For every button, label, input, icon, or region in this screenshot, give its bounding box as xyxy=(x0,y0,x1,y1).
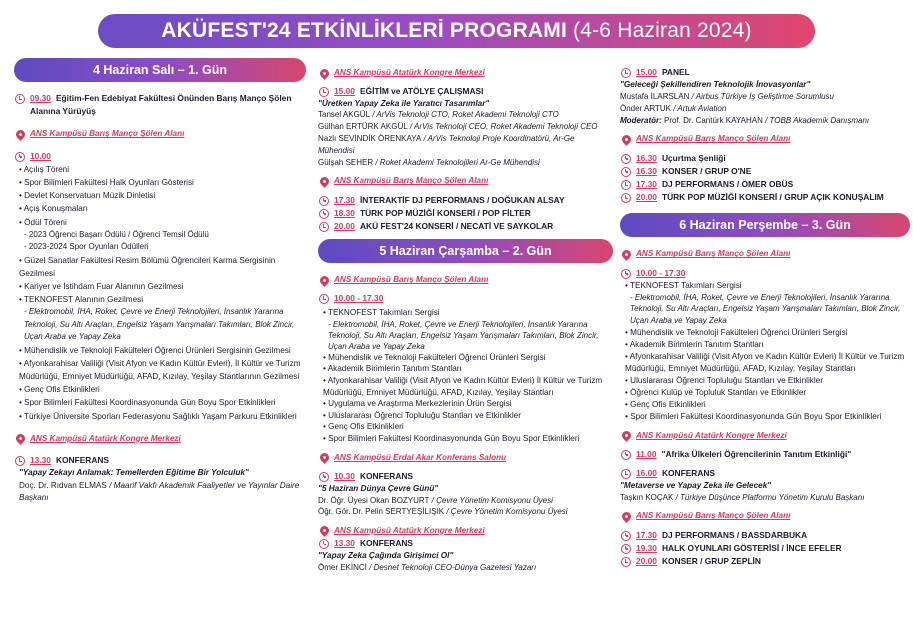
event-opening xyxy=(14,150,306,163)
list-item: • Öğrenci Kulüp ve Topluluk Stantları ve Etkinlikler xyxy=(625,387,910,399)
opening-list-3 xyxy=(14,344,306,423)
event-title: EĞİTİM ve ATÖLYE ÇALIŞMASI xyxy=(359,86,484,97)
clock-icon xyxy=(621,193,631,203)
event-title: KONSER / GRUP O'NE xyxy=(661,165,752,176)
event-title: İNTERAKTİF DJ PERFORMANS / DOĞUKAN ALSAY xyxy=(359,194,565,205)
list-item: • Genç Ofis Etkinlikleri xyxy=(625,399,910,411)
location xyxy=(14,127,306,140)
speaker xyxy=(620,492,910,504)
location xyxy=(620,132,910,145)
location xyxy=(620,429,910,442)
location-pin-icon xyxy=(14,128,27,141)
person-name: Tansel AKGÜL xyxy=(318,110,371,120)
event-subtitle: "Geleceği Şekillendiren Teknolojik İnovasyonlar" xyxy=(620,80,811,90)
person xyxy=(318,157,613,169)
event-time: 17.30 xyxy=(636,529,657,540)
clock-icon xyxy=(15,152,25,162)
location xyxy=(318,524,613,537)
person xyxy=(318,495,613,507)
location-name: ANS Kampüsü Atatürk Kongre Merkezi xyxy=(334,68,485,77)
clock-icon xyxy=(621,167,631,177)
event-evening xyxy=(620,152,910,165)
location-name: ANS Kampüsü Barış Manço Şölen Alanı xyxy=(636,249,791,259)
event-evening xyxy=(318,207,613,220)
event-title: HALK OYUNLARI GÖSTERİSİ / İNCE EFELER xyxy=(661,542,842,553)
list-item: • TEKNOFEST Takımları Sergisi xyxy=(323,306,613,319)
clock-icon xyxy=(15,94,25,104)
person-name: Gülşah SEHER xyxy=(318,157,374,167)
person-role: / Roket Akademi Teknolojileri Ar-Ge Mühendisi xyxy=(373,157,540,167)
person xyxy=(318,121,613,133)
location-name: ANS Kampüsü Barış Manço Şölen Alanı xyxy=(334,176,489,186)
day1-header: 4 Haziran Salı – 1. Gün xyxy=(14,58,306,82)
clock-icon xyxy=(621,154,631,164)
speaker-role: / Türkiye Düşünce Platformu Yönetim Kurulu Başkanı xyxy=(673,492,865,502)
event-time: 13.30 xyxy=(334,537,355,548)
list-item: • Türkiye Üniversite Sporları Federasyonu Sağlıklı Yaşam Parkuru Etkinlikleri xyxy=(19,410,306,423)
location-pin-icon xyxy=(318,524,331,537)
location xyxy=(14,432,306,445)
people-list xyxy=(318,109,613,168)
person-name: Gülhan ERTÜRK AKGÜL xyxy=(318,122,408,132)
event-panel xyxy=(620,66,910,79)
list-item: - Elektromobil, İHA, Roket, Çevre ve Enerji Teknolojileri, İnsanlık Yararına Teknoloji, Su Altı Araçları, Engelsiz Yaşam Yarışmaları Takımları, Blok Zincir, Uçan Araba ve Yapay Zeka xyxy=(630,292,910,327)
tech-list xyxy=(620,292,910,327)
location-name: ANS Kampüsü Barış Manço Şölen Alanı xyxy=(636,134,791,144)
list-item: • Akademik Birimlerin Tanıtım Stantları xyxy=(323,363,613,375)
event-title: Eğitim-Fen Edebiyat Fakültesi Önünden Barış Manço Şölen Alanına Yürüyüş xyxy=(30,93,292,117)
location xyxy=(318,66,613,79)
event-time: 20.00 xyxy=(334,221,355,231)
event-time: 10.00 xyxy=(30,150,51,161)
clock-icon xyxy=(319,294,329,304)
person xyxy=(318,506,613,518)
event-title: TÜRK POP MÜZİĞİ KONSERİ / POP FİLTER xyxy=(359,207,531,218)
event-title: AKÜ FEST'24 KONSERİ / NECATİ VE SAYKOLAR xyxy=(359,221,554,231)
location-name: ANS Kampüsü Erdal Akar Konferans Salonu xyxy=(334,452,507,462)
event-subtitle: "5 Haziran Dünya Çevre Günü" xyxy=(318,483,439,493)
people-list xyxy=(318,495,613,518)
list-item: • Genç Ofis Etkinlikleri xyxy=(323,421,613,433)
person xyxy=(318,109,613,121)
event-evening xyxy=(620,165,910,178)
event-title: PANEL xyxy=(661,67,690,77)
location-pin-icon xyxy=(620,510,633,523)
event-title: KONFERANS xyxy=(359,470,414,481)
event-time: 18.30 xyxy=(334,207,355,218)
column-1 xyxy=(14,58,306,505)
list-item: • Mühendislik ve Teknoloji Fakülteleri Öğrenci Ürünleri Sergisinin Gezilmesi xyxy=(19,344,306,357)
event-subtitle: "Yapay Zeka Çağında Girişimci Ol" xyxy=(318,551,454,561)
moderator xyxy=(620,115,910,127)
clock-icon xyxy=(621,68,631,78)
event-conference xyxy=(620,467,910,480)
moderator-label: Moderatör: xyxy=(620,115,662,125)
clock-icon xyxy=(319,222,329,232)
list-item: • Mühendislik ve Teknoloji Fakülteleri Öğrenci Ürünleri Sergisi xyxy=(323,352,613,364)
list-item: • Genç Ofis Etkinlikleri xyxy=(19,383,306,396)
person-role: / Çevre Yönetim Komisyonu Üyesi xyxy=(444,507,568,517)
tech-list xyxy=(318,319,613,352)
opening-list-2 xyxy=(14,254,306,307)
event-africa xyxy=(620,448,910,461)
event-evening xyxy=(620,542,910,555)
location-pin-icon xyxy=(318,274,331,287)
opening-list xyxy=(14,163,306,229)
list-item: • Afyonkarahisar Valiliği (Visit Afyon ve Kadın Kültür Evleri) İl Kültür ve Turizm Müdürlüğü, Emniyet Müdürlüğü, AFAD, Kızılay, Yeşilay Stantları xyxy=(625,351,910,375)
list-item: • Afyonkarahisar Valiliği (Visit Afyon ve Kadın Kültür Evleri) İl Kültür ve Turizm Müdürlüğü, Emniyet Müdürlüğü, AFAD, Kızılay, Yeşilay Stantları xyxy=(323,375,613,398)
title-dates: (4-6 Haziran 2024) xyxy=(573,19,752,42)
event-time: 20.00 xyxy=(636,192,657,203)
location-name: ANS Kampüsü Barış Manço Şölen Alanı xyxy=(30,129,185,139)
title-banner xyxy=(98,14,815,48)
list-item: • Spor Bilimleri Fakültesi Koordinasyonunda Gün Boyu Spor Etkinlikleri xyxy=(323,433,613,445)
person-name: Dr. Öğr. Üyesi Okan BOZYURT xyxy=(318,495,430,505)
moderator-role: / TOBB Akademik Danışmanı xyxy=(762,115,870,125)
event-workshop xyxy=(318,85,613,98)
event-exhibition xyxy=(620,267,910,280)
event-evening xyxy=(318,194,613,207)
list-item: • Spor Bilimleri Fakültesi Halk Oyunları Gösterisi xyxy=(19,176,306,189)
event-time: 15.00 xyxy=(636,67,657,77)
person xyxy=(620,91,910,103)
event-time: 10.00 - 17.30 xyxy=(636,267,686,278)
list-item: • Güzel Sanatlar Fakültesi Resim Bölümü Öğrencileri Karma Sergisinin Gezilmesi xyxy=(19,254,306,280)
clock-icon xyxy=(621,544,631,554)
event-evening xyxy=(318,220,613,233)
day2-header: 5 Haziran Çarşamba – 2. Gün xyxy=(318,239,613,263)
event-time: 10.00 - 17.30 xyxy=(334,293,384,304)
speaker-name: Doç. Dr. Rıdvan ELMAS xyxy=(19,480,107,490)
title-main: AKÜFEST'24 ETKİNLİKLERİ PROGRAMI xyxy=(161,19,568,42)
clock-icon xyxy=(319,196,329,206)
list-item: - Elektromobil, İHA, Roket, Çevre ve Enerji Teknolojileri, İnsanlık Yararına Teknoloji, Su Altı Araçları, Engelsiz Yaşam Yarışmaları Takımları, Blok Zincir, Uçan Araba ve Yapay Zeka xyxy=(328,319,613,352)
location-pin-icon xyxy=(620,248,633,261)
exhibit-list xyxy=(318,306,613,319)
person-name: Öğr. Gör. Dr. Pelin SERTYEŞİLIŞIK xyxy=(318,507,445,517)
speaker-name: Ömer EKİNCİ xyxy=(318,562,367,572)
event-title: KONFERANS xyxy=(661,468,716,478)
event-time: 10.30 xyxy=(334,470,355,481)
clock-icon xyxy=(319,87,329,97)
list-item: • Uygulama ve Araştırma Merkezlerinin Ürün Sergisi xyxy=(323,398,613,410)
location-pin-icon xyxy=(318,451,331,464)
list-item: • Uluslararası Öğrenci Topluluğu Stantları ve Etkinlikler xyxy=(323,410,613,422)
clock-icon xyxy=(319,472,329,482)
event-subtitle: "Yapay Zekayı Anlamak: Temellerden Eğitime Bir Yolculuk" xyxy=(19,468,249,478)
location-pin-icon xyxy=(318,67,331,80)
speaker-role: / Desnet Teknoloji CEO-Dünya Gazetesi Yazarı xyxy=(366,562,537,572)
location-pin-icon xyxy=(14,433,27,446)
person-role: / Artuk Aviation xyxy=(670,103,727,113)
awards-list xyxy=(14,229,306,254)
event-subtitle: "Üretken Yapay Zeka ile Yaratıcı Tasarımlar" xyxy=(318,99,490,109)
event-exhibition xyxy=(318,292,613,305)
location xyxy=(620,509,910,522)
clock-icon xyxy=(621,531,631,541)
column-3 xyxy=(620,66,910,568)
list-item: • TEKNOFEST Alanının Gezilmesi xyxy=(19,293,306,306)
person-role: / ArVis Teknoloji CEO, Roket Akademi Teknoloji CEO xyxy=(407,122,598,132)
person xyxy=(620,103,910,115)
clock-icon xyxy=(621,180,631,190)
person-name: Nazlı SEVİNDİK ÖRENKAYA xyxy=(318,134,422,143)
event-conference xyxy=(14,454,306,467)
event-conference xyxy=(318,537,613,550)
event-time: 19.30 xyxy=(636,542,657,553)
list-item: • Mühendislik ve Teknoloji Fakülteleri Öğrenci Ürünleri Sergisi xyxy=(625,327,910,339)
event-conference xyxy=(318,470,613,483)
event-title: "Afrika Ülkeleri Öğrencilerinin Tanıtım Etkinliği" xyxy=(661,448,852,459)
event-title: KONFERANS xyxy=(359,537,414,548)
event-time: 16.30 xyxy=(636,165,657,176)
event-evening xyxy=(620,178,910,191)
person-name: Önder ARTUK xyxy=(620,103,671,113)
moderator-name: Prof. Dr. Cantürk KAYAHAN xyxy=(661,115,763,125)
day3-header: 6 Haziran Perşembe – 3. Gün xyxy=(620,213,910,237)
event-time: 16.00 xyxy=(636,468,657,478)
list-item: • Afyonkarahisar Valiliği (Visit Afyon ve Kadın Kültür Evleri), İl Kültür ve Turizm Müdürlüğü, Emniyet Müdürlüğü, AFAD, Kızılay, Yeşilay Stantlarının Gezilmesi xyxy=(19,357,306,383)
clock-icon xyxy=(319,209,329,219)
exhibit-list-2 xyxy=(318,352,613,445)
event-time: 13.30 xyxy=(30,455,51,466)
clock-icon xyxy=(621,469,631,479)
clock-icon xyxy=(621,450,631,460)
list-item: • Ödül Töreni xyxy=(19,216,306,229)
event-time: 15.00 xyxy=(334,86,355,97)
event-time: 17.30 xyxy=(334,194,355,205)
event-walk xyxy=(14,92,306,118)
location xyxy=(318,451,613,464)
event-evening xyxy=(620,191,910,204)
location-pin-icon xyxy=(620,429,633,442)
event-time: 16.30 xyxy=(636,152,657,163)
list-item: • Uluslararası Öğrenci Topluluğu Stantları ve Etkinlikler xyxy=(625,375,910,387)
list-item: • Spor Bilimleri Fakültesi Koordinasyonunda Gün Boyu Spor Etkinlikleri xyxy=(625,411,910,423)
event-evening xyxy=(620,529,910,542)
event-title: DJ PERFORMANS / BASSDARBUKA xyxy=(661,529,808,540)
location xyxy=(620,247,910,260)
event-title: DJ PERFORMANS / ÖMER OBÜS xyxy=(661,179,794,189)
location-name: ANS Kampüsü Barış Manço Şölen Alanı xyxy=(334,275,489,285)
list-item: • Açılış Töreni xyxy=(19,163,306,176)
speaker xyxy=(14,480,306,505)
list-item: • TEKNOFEST Takımları Sergisi xyxy=(625,280,910,292)
event-title: TÜRK POP MÜZİĞİ KONSERİ / GRUP AÇIK KONUŞALIM xyxy=(661,192,884,203)
person-role: / Çevre Yönetim Komisyonu Üyesi xyxy=(429,495,553,505)
event-time: 17.30 xyxy=(636,179,657,189)
location-name: ANS Kampüsü Barış Manço Şölen Alanı xyxy=(636,511,791,521)
list-item: • Akademik Birimlerin Tanıtım Stantları xyxy=(625,339,910,351)
list-item: • Açış Konuşmaları xyxy=(19,202,306,215)
event-time: 20.00 xyxy=(636,556,657,566)
speaker-name: Taşkın KOÇAK xyxy=(620,492,674,502)
people-list xyxy=(620,91,910,126)
event-title: Uçurtma Şenliği xyxy=(661,152,726,163)
person-role: / Airbus Türkiye İş Geliştirme Sorumlusu xyxy=(689,92,835,101)
speaker-role: / Maarif Vakfı Akademik Faaliyetler ve Yayınlar Daire Başkanı xyxy=(19,480,300,503)
location-name: ANS Kampüsü Atatürk Kongre Merkezi xyxy=(636,430,787,440)
list-item: - Elektromobil, İHA, Roket, Çevre ve Enerji Teknolojileri, İnsanlık Yararına Teknoloji, Su Altı Araçları, Engelsiz Yaşam Yarışmaları Takımları, Blok Zincir, Uçan Araba ve Yapay Zeka xyxy=(24,306,306,343)
location-name: ANS Kampüsü Atatürk Kongre Merkezi xyxy=(334,525,485,535)
event-title: KONSER / GRUP ZEPLİN xyxy=(661,556,761,566)
person-role: / ArVis Teknoloji Proje Koordinatörü, Ar-Ge Mühendisi xyxy=(318,134,575,155)
location xyxy=(318,273,613,286)
column-2 xyxy=(318,66,613,573)
list-item: - 2023-2024 Spor Oyunları Ödülleri xyxy=(24,241,306,253)
list-item: - 2023 Öğrenci Başarı Ödülü / Öğrenci Temsil Ödülü xyxy=(24,229,306,241)
location-pin-icon xyxy=(318,175,331,188)
exhibit-list-2 xyxy=(620,327,910,423)
clock-icon xyxy=(621,269,631,279)
location-pin-icon xyxy=(620,133,633,146)
clock-icon xyxy=(621,557,631,567)
location-name: ANS Kampüsü Atatürk Kongre Merkezi xyxy=(30,433,181,443)
speaker xyxy=(318,562,613,574)
event-evening xyxy=(620,555,910,568)
tech-list xyxy=(14,306,306,343)
list-item: • Kariyer ve İstihdam Fuar Alanının Gezilmesi xyxy=(19,280,306,293)
list-item: • Devlet Konservatuarı Müzik Dinletisi xyxy=(19,189,306,202)
clock-icon xyxy=(319,539,329,549)
list-item: • Spor Bilimleri Fakültesi Koordinasyonunda Gün Boyu Spor Etkinlikleri xyxy=(19,396,306,409)
event-subtitle: "Metaverse ve Yapay Zeka ile Gelecek" xyxy=(620,481,772,491)
event-time: 09.30 xyxy=(30,93,51,103)
exhibit-list xyxy=(620,280,910,292)
person-role: / ArVis Teknoloji CTO, Roket Akademi Teknoloji CTO xyxy=(370,110,559,120)
event-time: 11.00 xyxy=(636,448,657,459)
clock-icon xyxy=(15,456,25,466)
person xyxy=(318,133,613,157)
location xyxy=(318,174,613,187)
person-name: Mustafa İLARSLAN xyxy=(620,92,690,101)
event-title: KONFERANS xyxy=(55,455,110,466)
